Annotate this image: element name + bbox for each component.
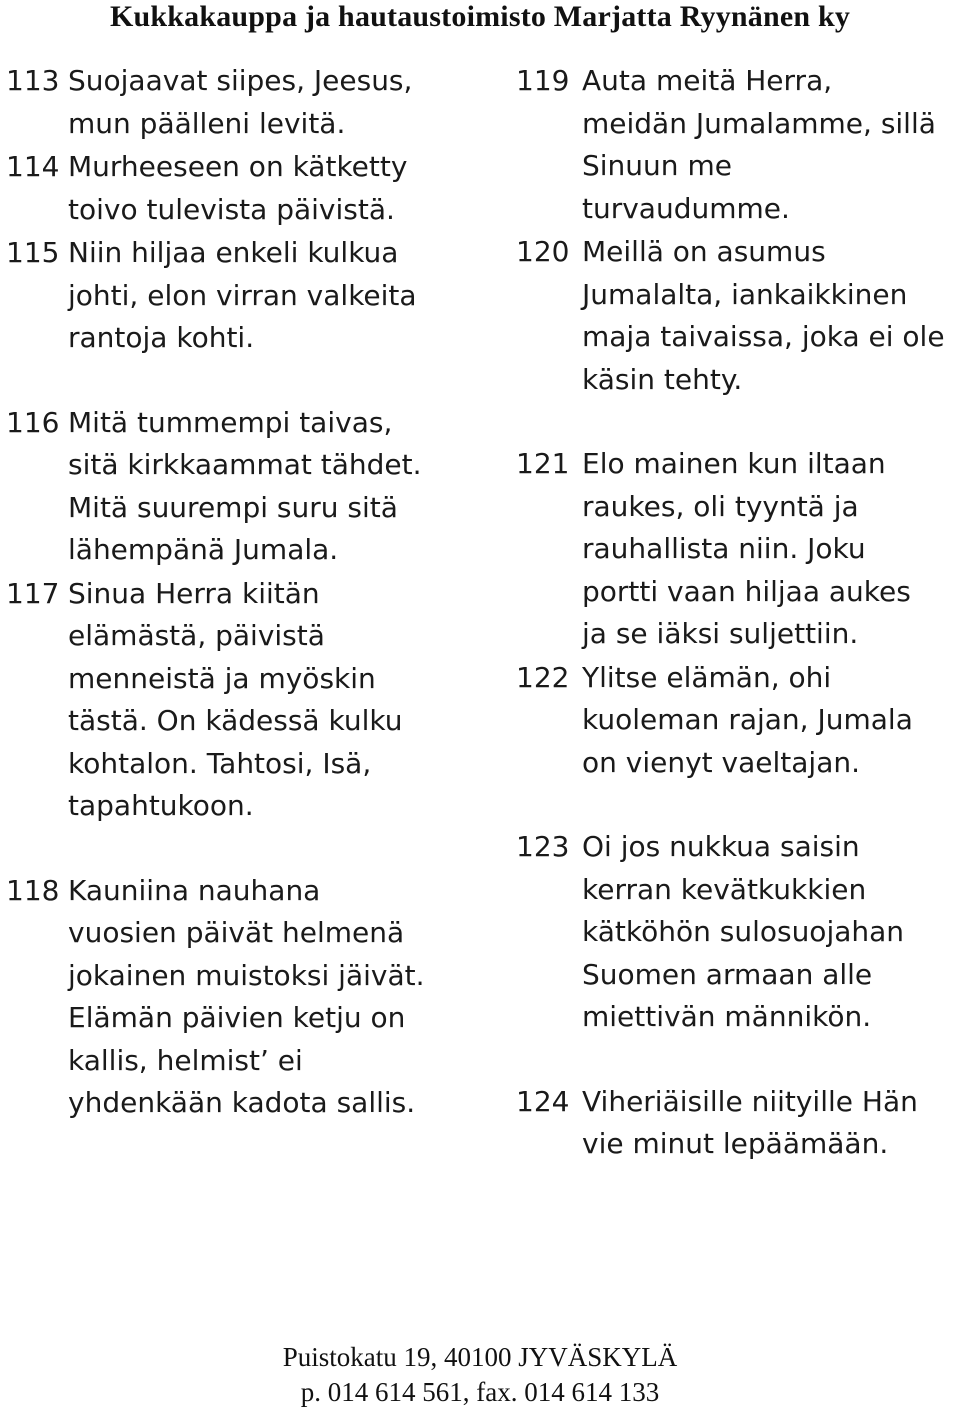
verse-number: 121 — [516, 447, 570, 480]
page-header — [0, 0, 960, 40]
verse-number: 113 — [6, 64, 60, 97]
verse-118 — [6, 870, 476, 1125]
verse-text: Mitä tummempi taivas, sitä kirkkaammat tähdet. Mitä suurempi suru sitä lähempänä Jumala. — [68, 405, 422, 566]
verse-116 — [6, 402, 476, 572]
verse-number: 122 — [516, 660, 570, 694]
verse-number: 117 — [6, 576, 60, 610]
verse-text: Meillä on asumus Jumalalta, iankaikkinen maja taivaissa, joka ei ole käsin tehty. — [582, 235, 945, 396]
footer-address: Puistokatu 19, 40100 JYVÄSKYLÄ — [282, 1342, 678, 1372]
verse-text: Elo mainen kun iltaan raukes, oli tyyntä ja rauhallista niin. Joku portti vaan hiljaa aukes ja se iäksi suljettiin. — [582, 447, 911, 650]
verse-number: 115 — [6, 236, 60, 269]
verse-number: 114 — [6, 150, 60, 183]
verse-number: 116 — [6, 405, 60, 439]
verse-number: 124 — [516, 1084, 570, 1118]
verse-column-left — [6, 60, 476, 1125]
verse-text: Sinua Herra kiitän elämästä, päivistä menneistä ja myöskin tästä. On kädessä kulku kohtalon. Tahtosi, Isä, tapahtukoon. — [68, 576, 403, 822]
verse-text: Oi jos nukkua saisin kerran kevätkukkien kätköhön sulosuojahan Suomen armaan alle miettivän männikön. — [582, 830, 905, 1033]
verse-text: Niin hiljaa enkeli kulkua johti, elon virran valkeita rantoja kohti. — [68, 236, 417, 354]
verse-115 — [6, 232, 476, 360]
verse-122 — [516, 657, 960, 785]
verse-text: Suojaavat siipes, Jeesus, mun päälleni levitä. — [68, 64, 413, 140]
verse-114 — [6, 146, 476, 231]
verse-column-right — [516, 60, 960, 1166]
verse-text: Ylitse elämän, ohi kuoleman rajan, Jumala on vienyt vaeltajan. — [582, 660, 913, 779]
verse-number: 123 — [516, 830, 570, 863]
verse-124 — [516, 1081, 960, 1166]
verse-121 — [516, 443, 960, 656]
footer-contact: p. 014 614 561, fax. 014 614 133 — [300, 1377, 660, 1407]
verse-text: Auta meitä Herra, meidän Jumalamme, sillä Sinuun me turvaudumme. — [582, 64, 936, 225]
verse-number: 119 — [516, 64, 570, 97]
verse-number: 120 — [516, 235, 570, 268]
verse-119 — [516, 60, 960, 230]
business-name: Kukkakauppa ja hautaustoimisto Marjatta Ryynänen ky — [109, 0, 851, 33]
verse-text: Kauniina nauhana vuosien päivät helmenä jokainen muistoksi jäivät. Elämän päivien ketju on kallis, helmist’ ei yhdenkään kadota sallis. — [68, 873, 425, 1119]
page-footer — [0, 1340, 960, 1410]
verse-number: 118 — [6, 873, 60, 907]
verse-120 — [516, 231, 960, 401]
verse-text: Viheriäisille niityille Hän vie minut lepäämään. — [582, 1084, 918, 1160]
verse-117 — [6, 573, 476, 828]
verse-text: Murheeseen on kätketty toivo tulevista päivistä. — [68, 150, 408, 226]
verse-123 — [516, 826, 960, 1039]
verse-113 — [6, 60, 476, 145]
